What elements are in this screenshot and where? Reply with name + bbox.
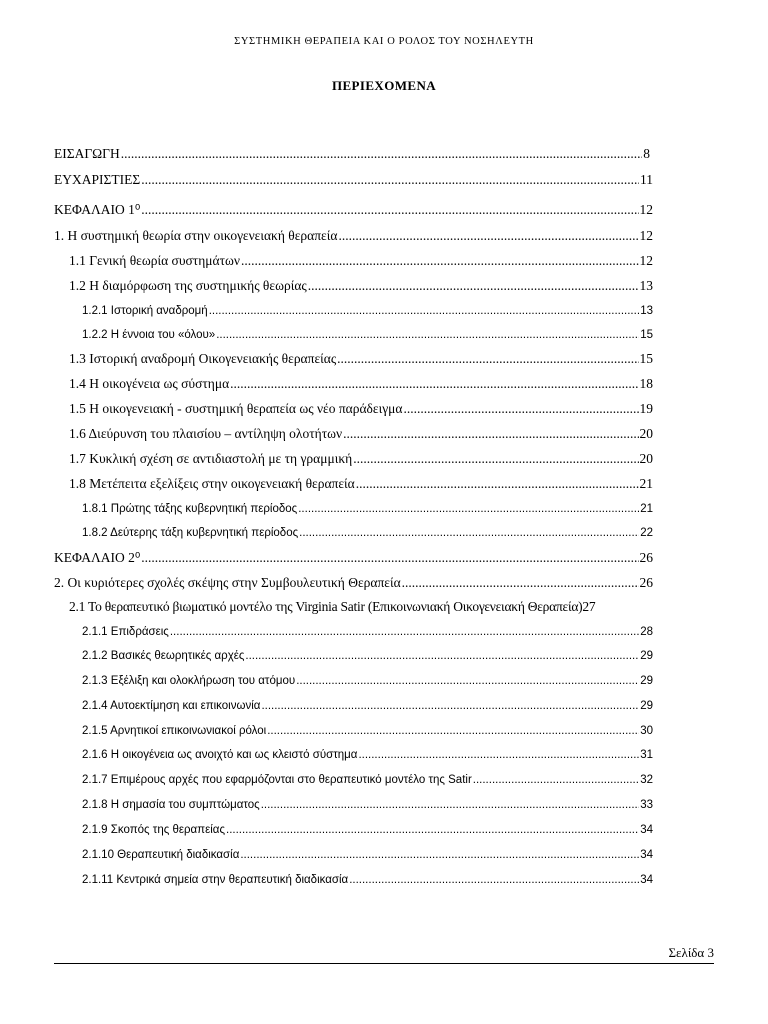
toc-entry-text: 1.1 Γενική θεωρία συστημάτων — [69, 253, 240, 268]
toc-entry-page: 26 — [639, 575, 653, 590]
toc-entry-text: 1.8 Μετέπειτα εξελίξεις στην οικογενειακή θεραπεία — [69, 476, 355, 491]
toc-leader — [141, 202, 638, 218]
toc-entry-text: 2.1.4 Αυτοεκτίμηση και επικοινωνία — [82, 700, 261, 712]
toc-entry-page: 27 — [582, 599, 596, 614]
toc-leader — [226, 824, 639, 836]
toc-leader — [241, 253, 639, 269]
toc-leader — [141, 550, 638, 566]
toc-leader — [349, 874, 639, 886]
toc-entry-text: 1.8.2 Δεύτερης τάξη κυβερνητική περίοδος — [82, 527, 299, 539]
toc-leader — [216, 329, 639, 341]
toc-leader — [308, 278, 639, 294]
toc-entry-text: 2.1.8 Η σημασία του συμπτώματος — [82, 799, 260, 811]
toc-entry[interactable] — [69, 451, 653, 467]
toc-entry-page: 29 — [640, 675, 653, 687]
toc-leader — [121, 146, 643, 162]
toc-entry[interactable] — [82, 527, 653, 539]
toc-entry-page: 29 — [640, 650, 653, 662]
toc-entry-page: 28 — [640, 626, 653, 638]
toc-entry-text: 1.8.1 Πρώτης τάξης κυβερνητική περίοδος — [82, 503, 298, 515]
toc-title: ΠΕΡΙΕΧΟΜΕΝΑ — [331, 78, 437, 93]
toc-leader — [261, 700, 639, 712]
toc-leader — [261, 799, 640, 811]
toc-entry-text: 1.2 Η διαμόρφωση της συστημικής θεωρίας — [69, 278, 307, 293]
toc-entry-page: 30 — [640, 725, 653, 737]
toc-leader — [299, 527, 639, 539]
toc-leader — [209, 305, 640, 317]
toc-leader — [402, 575, 639, 591]
toc-entry[interactable] — [69, 278, 653, 294]
toc-entry[interactable] — [82, 329, 653, 341]
toc-entry-text: 2.1 Το θεραπευτικό βιωματικό μοντέλο της Virginia Satir (Επικοινωνιακή Οικογενειακή Θεραπεία) — [69, 599, 583, 614]
toc-leader — [267, 725, 639, 737]
toc-entry-page: 34 — [640, 874, 653, 886]
toc-entry-page: 29 — [640, 700, 653, 712]
toc-leader — [338, 228, 638, 244]
toc-entry-page: 11 — [640, 172, 653, 187]
toc-entry-page: 13 — [639, 278, 653, 293]
toc-entry[interactable] — [82, 874, 653, 886]
toc-entry[interactable] — [69, 599, 653, 615]
toc-entry-page: 34 — [640, 824, 653, 836]
toc-entry-page: 20 — [639, 451, 653, 466]
toc-entry-text: 1.3 Ιστορική αναδρομή Οικογενειακής θεραπείας — [69, 351, 337, 366]
toc-entry-text: ΚΕΦΑΛΑΙΟ 1⁰ — [54, 202, 141, 217]
toc-entry-page: 18 — [639, 376, 653, 391]
toc-entry-page: 21 — [640, 503, 653, 515]
toc-entry-page: 21 — [639, 476, 653, 491]
toc-leader — [170, 626, 639, 638]
toc-entry-text: 1.4 Η οικογένεια ως σύστημα — [69, 376, 230, 391]
page-number: Σελίδα 3 — [668, 945, 714, 960]
toc-entry[interactable] — [82, 675, 653, 687]
toc-entry-page: 12 — [639, 228, 653, 243]
toc-entry[interactable] — [82, 305, 653, 317]
toc-entry-text: 2.1.9 Σκοπός της θεραπείας — [82, 824, 225, 836]
toc-entry-text: 2.1.7 Επιμέρους αρχές που εφαρμόζονται στο θεραπευτικό μοντέλο της Satir — [82, 774, 472, 786]
toc-entry-text: 2.1.10 Θεραπευτική διαδικασία — [82, 849, 240, 861]
toc-entry-text: 1. Η συστημική θεωρία στην οικογενειακή θεραπεία — [54, 228, 338, 243]
toc-leader — [343, 426, 638, 442]
toc-leader — [356, 476, 639, 492]
toc-entry-text: 2. Οι κυριότερες σχολές σκέψης στην Συμβουλευτική Θεραπεία — [54, 575, 401, 590]
toc-entry-page: 31 — [640, 749, 653, 761]
toc-leader — [296, 675, 639, 687]
toc-entry-page: 15 — [640, 329, 653, 341]
toc-entry[interactable] — [82, 774, 653, 786]
toc-entry[interactable] — [82, 749, 653, 761]
toc-leader — [240, 849, 639, 861]
toc-entry[interactable] — [54, 202, 653, 218]
toc-entry-text: 1.2.2 Η έννοια του «όλου» — [82, 329, 216, 341]
toc-entry[interactable] — [69, 401, 653, 417]
toc-leader — [353, 451, 638, 467]
toc-entry-text: 2.1.6 Η οικογένεια ως ανοιχτό και ως κλειστό σύστημα — [82, 749, 358, 761]
toc-entry[interactable] — [69, 476, 653, 492]
toc-entry[interactable] — [82, 626, 653, 638]
toc-entry[interactable] — [54, 172, 653, 188]
toc-entry-text: 2.1.3 Εξέλιξη και ολοκλήρωση του ατόμου — [82, 675, 296, 687]
toc-entry[interactable] — [69, 253, 653, 269]
toc-entry[interactable] — [82, 503, 653, 515]
toc-entry[interactable] — [54, 550, 653, 566]
footer-rule — [54, 963, 714, 964]
toc-entry-text: 1.7 Κυκλική σχέση σε αντιδιαστολή με τη γραμμική — [69, 451, 353, 466]
toc-entry-text: 2.1.11 Κεντρικά σημεία στην θεραπευτική διαδικασία — [82, 874, 349, 886]
toc-entry[interactable] — [82, 700, 653, 712]
toc-entry-page: 15 — [639, 351, 653, 366]
toc-entry-text: ΕΥΧΑΡΙΣΤΙΕΣ — [54, 172, 141, 187]
toc-entry-page: 22 — [640, 527, 653, 539]
toc-entry[interactable] — [82, 849, 653, 861]
toc-entry-page: 8 — [643, 146, 650, 161]
toc-entry-page: 19 — [639, 401, 653, 416]
toc-entry[interactable] — [54, 146, 650, 162]
toc-entry-page: 34 — [640, 849, 653, 861]
toc-entry[interactable] — [69, 376, 653, 392]
toc-leader — [245, 650, 639, 662]
toc-leader — [473, 774, 639, 786]
toc-entry[interactable] — [82, 799, 653, 811]
toc-entry-text: 1.2.1 Ιστορική αναδρομή — [82, 305, 208, 317]
toc-leader — [230, 376, 638, 392]
toc-entry-page: 26 — [639, 550, 653, 565]
toc-entry-text: 2.1.2 Βασικές θεωρητικές αρχές — [82, 650, 245, 662]
toc-entry-text: ΕΙΣΑΓΩΓΗ — [54, 146, 120, 161]
toc-entry[interactable] — [69, 426, 653, 442]
toc-leader — [337, 351, 638, 367]
toc-entry[interactable] — [54, 575, 653, 591]
toc-entry-text: 2.1.1 Επιδράσεις — [82, 626, 169, 638]
toc-entry[interactable] — [82, 824, 653, 836]
toc-entry[interactable] — [82, 650, 653, 662]
toc-entry-text: 1.6 Διεύρυνση του πλαισίου – αντίληψη ολοτήτων — [69, 426, 343, 441]
toc-entry-text: 2.1.5 Αρνητικοί επικοινωνιακοί ρόλοι — [82, 725, 267, 737]
toc-entry-text: 1.5 Η οικογενειακή - συστημική θεραπεία ως νέο παράδειγμα — [69, 401, 403, 416]
toc-entry-page: 12 — [639, 202, 653, 217]
toc-leader — [404, 401, 639, 417]
toc-entry[interactable] — [69, 351, 653, 367]
toc-entry-text: ΚΕΦΑΛΑΙΟ 2⁰ — [54, 550, 141, 565]
toc-entry[interactable] — [82, 725, 653, 737]
toc-entry-page: 20 — [639, 426, 653, 441]
toc-leader — [358, 749, 639, 761]
toc-entry-page: 33 — [640, 799, 653, 811]
running-header: ΣΥΣΤΗΜΙΚΗ ΘΕΡΑΠΕΙΑ ΚΑΙ Ο ΡΟΛΟΣ ΤΟΥ ΝΟΣΗΛΕΥΤΗ — [234, 36, 534, 47]
toc-leader — [141, 172, 639, 188]
toc-leader — [298, 503, 639, 515]
toc-entry-page: 13 — [640, 305, 653, 317]
toc-entry-page: 12 — [639, 253, 653, 268]
toc-entry-page: 32 — [640, 774, 653, 786]
toc-entry[interactable] — [54, 228, 653, 244]
